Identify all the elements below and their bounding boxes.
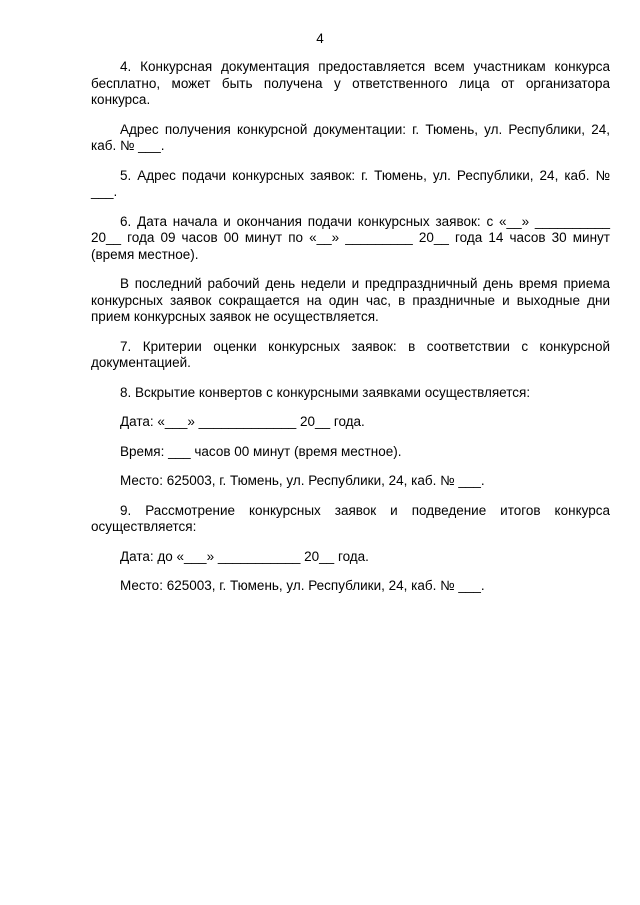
paragraph-opening-time: Время: ___ часов 00 минут (время местное). [120,443,402,459]
paragraph-review-date: Дата: до «___» ___________ 20__ года. [120,548,369,564]
paragraph-opening-date: Дата: «___» _____________ 20__ года. [120,414,365,429]
document-body [91,59,610,608]
paragraph-review-results: 9. Рассмотрение конкурсных заявок и подведение итогов конкурса осуществляется: [91,502,610,534]
paragraph-documentation-address: Адрес получения конкурсной документации: г. Тюмень, ул. Республики, 24, каб. № ___. [91,121,610,153]
paragraph-review-place: Место: 625003, г. Тюмень, ул. Республики, 24, каб. № ___. [120,578,485,593]
paragraph-reduced-hours: В последний рабочий день недели и предпраздничный день время приема конкурсных заявок сокращается на один час, в праздничные и выходные дни прием конкурсных заявок не осуществляется. [91,276,610,324]
paragraph-evaluation-criteria: 7. Критерии оценки конкурсных заявок: в соответствии с конкурсной документацией. [91,338,610,370]
paragraph-envelope-opening: 8. Вскрытие конвертов с конкурсными заявками осуществляется: [120,384,531,400]
paragraph-opening-place: Место: 625003, г. Тюмень, ул. Республики, 24, каб. № ___. [120,473,485,488]
paragraph-submission-dates: 6. Дата начала и окончания подачи конкурсных заявок: с «__» __________ 20__ года 09 часов 00 минут по «__» _________ 20__ года 14 часов 30 минут (время местное). [91,213,610,262]
paragraph-submission-address: 5. Адрес подачи конкурсных заявок: г. Тюмень, ул. Республики, 24, каб. № ___. [91,167,610,199]
paragraph-documentation-provision: 4. Конкурсная документация предоставляется всем участникам конкурса бесплатно, может быть получена у ответственного лица от организатора конкурса. [91,59,610,107]
page-number: 4 [316,31,324,46]
